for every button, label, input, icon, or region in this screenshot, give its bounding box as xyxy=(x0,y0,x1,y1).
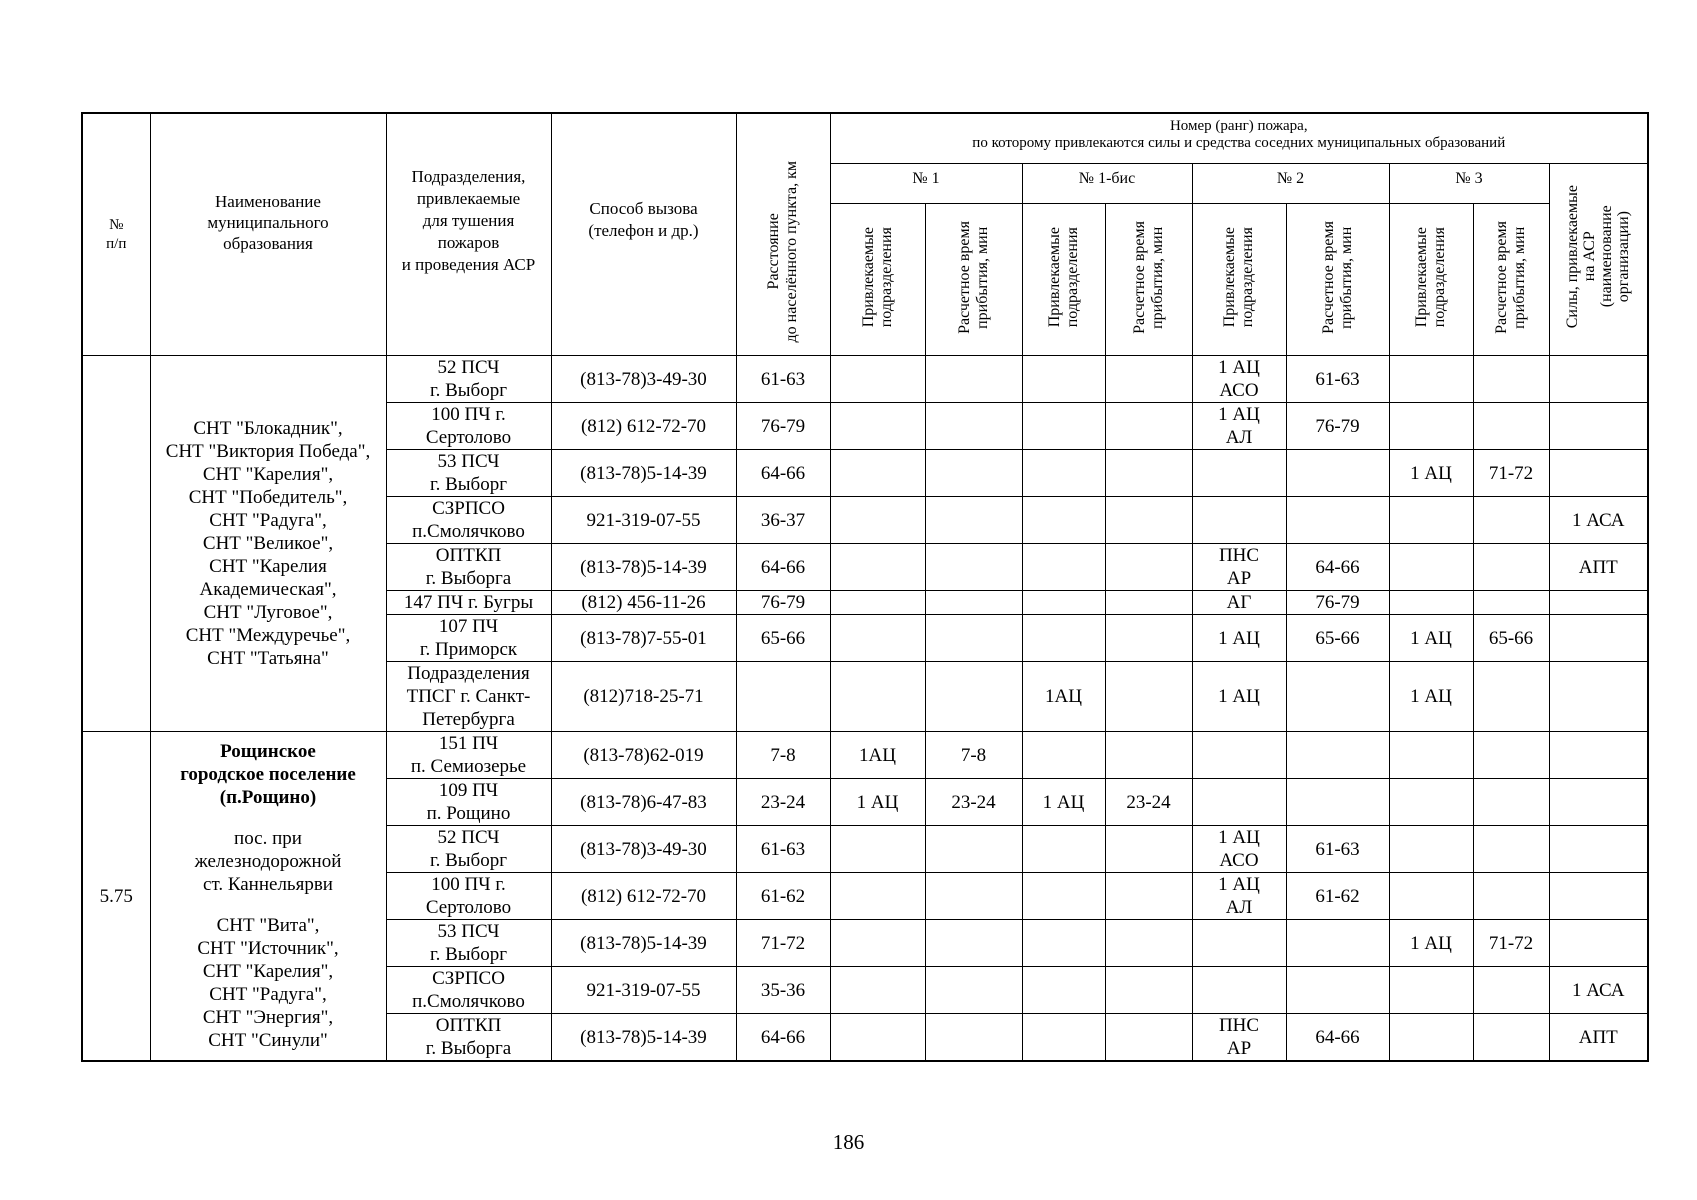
distance-cell: 71-72 xyxy=(736,920,830,967)
rank-cell-rbu xyxy=(1022,1014,1105,1062)
rank-cell-r3t xyxy=(1473,873,1549,920)
rank-cell-rbt xyxy=(1105,450,1192,497)
rank-cell-rbu xyxy=(1022,356,1105,403)
distance-cell: 65-66 xyxy=(736,615,830,662)
distance-cell: 76-79 xyxy=(736,403,830,450)
unit-cell: 109 ПЧ п. Рощино xyxy=(386,779,551,826)
rank-cell-r1u xyxy=(830,591,925,615)
rank-cell-f: АПТ xyxy=(1549,1014,1648,1062)
snt-names: СНТ "Вита", СНТ "Источник", СНТ "Карелия", СНТ "Радуга", СНТ "Энергия", СНТ "Синули" xyxy=(197,915,339,1051)
rank-cell-r1u: 1 АЦ xyxy=(830,779,925,826)
rank-cell-r1u xyxy=(830,356,925,403)
rank-cell-r2t: 76-79 xyxy=(1286,591,1389,615)
unit-cell: Подразделения ТПСГ г. Санкт- Петербурга xyxy=(386,662,551,732)
rank-cell-r2t: 61-63 xyxy=(1286,356,1389,403)
rank-cell-r3u xyxy=(1389,544,1473,591)
rank-cell-r1t: 23-24 xyxy=(925,779,1022,826)
header-r1-time: Расчетное время прибытия, мин xyxy=(925,204,1022,356)
rank-cell-r1t xyxy=(925,873,1022,920)
rank-cell-r1u xyxy=(830,403,925,450)
rank-cell-rbt xyxy=(1105,615,1192,662)
header-forces: Силы, привлекаемые на АСР (наименование организации) xyxy=(1549,164,1648,356)
header-rank-1bis: № 1-бис xyxy=(1022,164,1192,204)
rank-cell-r2u: ПНС АР xyxy=(1192,544,1286,591)
call-cell: 921-319-07-55 xyxy=(551,967,736,1014)
rank-cell-rbu xyxy=(1022,497,1105,544)
rank-cell-rbu xyxy=(1022,403,1105,450)
rank-cell-f: АПТ xyxy=(1549,544,1648,591)
municipality-names: СНТ "Блокадник", СНТ "Виктория Победа", СНТ "Карелия", СНТ "Победитель", СНТ "Радуга", СНТ "Великое", СНТ "Карелия Академическая", СНТ "Луговое", СНТ "Междуречье", СНТ "Татьяна" xyxy=(165,418,371,669)
rank-cell-r2t: 76-79 xyxy=(1286,403,1389,450)
header-call-method: Способ вызова (телефон и др.) xyxy=(551,113,736,356)
distance-cell: 61-63 xyxy=(736,356,830,403)
rank-cell-r3u xyxy=(1389,967,1473,1014)
rank-cell-r3u xyxy=(1389,732,1473,779)
rank-cell-rbt xyxy=(1105,662,1192,732)
rank-cell-r1u: 1АЦ xyxy=(830,732,925,779)
rank-cell-rbt xyxy=(1105,544,1192,591)
rank-cell-r3u: 1 АЦ xyxy=(1389,662,1473,732)
rank-cell-r2u xyxy=(1192,779,1286,826)
rank-cell-r3u xyxy=(1389,779,1473,826)
call-cell: (813-78)6-47-83 xyxy=(551,779,736,826)
distance-cell: 7-8 xyxy=(736,732,830,779)
rank-cell-r2u: 1 АЦ xyxy=(1192,615,1286,662)
rank-cell-r2u: АГ xyxy=(1192,591,1286,615)
rank-cell-r1u xyxy=(830,450,925,497)
unit-cell: 107 ПЧ г. Приморск xyxy=(386,615,551,662)
rank-cell-r2u xyxy=(1192,920,1286,967)
rank-cell-r3t xyxy=(1473,826,1549,873)
header-r1-units: Привлекаемые подразделения xyxy=(830,204,925,356)
unit-cell: 53 ПСЧ г. Выборг xyxy=(386,450,551,497)
rank-cell-r1t xyxy=(925,450,1022,497)
rank-cell-r3u xyxy=(1389,1014,1473,1062)
header-r1bis-time: Расчетное время прибытия, мин xyxy=(1105,204,1192,356)
unit-cell: ОПТКП г. Выборга xyxy=(386,544,551,591)
rank-cell-r2t: 64-66 xyxy=(1286,544,1389,591)
rank-cell-f xyxy=(1549,826,1648,873)
rank-cell-rbu xyxy=(1022,920,1105,967)
rank-cell-r2t: 65-66 xyxy=(1286,615,1389,662)
municipality-title: Рощинское городское поселение (п.Рощино) xyxy=(180,741,356,808)
rank-cell-f xyxy=(1549,591,1648,615)
rank-cell-r3u xyxy=(1389,356,1473,403)
unit-cell: 147 ПЧ г. Бугры xyxy=(386,591,551,615)
rank-cell-r2t xyxy=(1286,732,1389,779)
rank-cell-r3t: 71-72 xyxy=(1473,920,1549,967)
rank-cell-r2t: 64-66 xyxy=(1286,1014,1389,1062)
unit-cell: 100 ПЧ г. Сертолово xyxy=(386,403,551,450)
rank-cell-rbu xyxy=(1022,873,1105,920)
rank-cell-r2u: 1 АЦ АСО xyxy=(1192,356,1286,403)
rank-cell-rbt xyxy=(1105,873,1192,920)
rank-cell-r2u: 1 АЦ АЛ xyxy=(1192,403,1286,450)
rank-cell-r3u: 1 АЦ xyxy=(1389,450,1473,497)
rank-cell-r1u xyxy=(830,873,925,920)
distance-cell xyxy=(736,662,830,732)
rank-cell-r3t xyxy=(1473,662,1549,732)
unit-cell: СЗРПСО п.Смолячково xyxy=(386,967,551,1014)
distance-cell: 64-66 xyxy=(736,450,830,497)
call-cell: (813-78)5-14-39 xyxy=(551,920,736,967)
call-cell: (813-78)5-14-39 xyxy=(551,450,736,497)
header-rank-1: № 1 xyxy=(830,164,1022,204)
rank-cell-r3t xyxy=(1473,403,1549,450)
header-rank-2: № 2 xyxy=(1192,164,1389,204)
rank-cell-r2t xyxy=(1286,662,1389,732)
rank-cell-r1t xyxy=(925,967,1022,1014)
rank-cell-rbt xyxy=(1105,497,1192,544)
table-row xyxy=(82,732,1648,779)
header-municipality: Наименование муниципального образования xyxy=(150,113,386,356)
rank-cell-r3u xyxy=(1389,497,1473,544)
rank-cell-f: 1 АСА xyxy=(1549,497,1648,544)
unit-cell: СЗРПСО п.Смолячково xyxy=(386,497,551,544)
header-num: № п/п xyxy=(82,113,150,356)
rank-cell-f xyxy=(1549,732,1648,779)
distance-cell: 35-36 xyxy=(736,967,830,1014)
header-units: Подразделения, привлекаемые для тушения пожаров и проведения АСР xyxy=(386,113,551,356)
page-number: 186 xyxy=(832,1130,865,1154)
call-cell: (813-78)5-14-39 xyxy=(551,1014,736,1062)
rank-cell-rbt xyxy=(1105,967,1192,1014)
rank-cell-f xyxy=(1549,450,1648,497)
rank-cell-r1t xyxy=(925,662,1022,732)
rank-cell-f: 1 АСА xyxy=(1549,967,1648,1014)
rank-cell-r1u xyxy=(830,1014,925,1062)
municipality-cell xyxy=(150,732,386,1062)
rank-cell-r2t: 61-62 xyxy=(1286,873,1389,920)
rank-cell-r3t xyxy=(1473,779,1549,826)
rank-cell-r3t xyxy=(1473,1014,1549,1062)
table-body xyxy=(82,356,1648,1062)
distance-cell: 61-62 xyxy=(736,873,830,920)
distance-cell: 64-66 xyxy=(736,544,830,591)
call-cell: (813-78)62-019 xyxy=(551,732,736,779)
rank-cell-r1u xyxy=(830,497,925,544)
rank-cell-rbt xyxy=(1105,920,1192,967)
rank-cell-rbu xyxy=(1022,967,1105,1014)
rank-cell-r2t xyxy=(1286,497,1389,544)
rank-cell-f xyxy=(1549,403,1648,450)
unit-cell: 53 ПСЧ г. Выборг xyxy=(386,920,551,967)
rank-cell-r1t xyxy=(925,356,1022,403)
rank-cell-r3u xyxy=(1389,403,1473,450)
rank-cell-rbt xyxy=(1105,732,1192,779)
rank-cell-rbt xyxy=(1105,826,1192,873)
rank-cell-rbu xyxy=(1022,732,1105,779)
rank-cell-r3u xyxy=(1389,826,1473,873)
rank-cell-f xyxy=(1549,356,1648,403)
rank-cell-f xyxy=(1549,873,1648,920)
rank-cell-rbu: 1 АЦ xyxy=(1022,779,1105,826)
distance-cell: 64-66 xyxy=(736,1014,830,1062)
fire-forces-table xyxy=(81,112,1649,1062)
rank-cell-rbt xyxy=(1105,591,1192,615)
rank-cell-r1u xyxy=(830,967,925,1014)
rank-cell-r2t: 61-63 xyxy=(1286,826,1389,873)
rank-cell-r2u: 1 АЦ xyxy=(1192,662,1286,732)
rank-cell-r1t xyxy=(925,403,1022,450)
row-number xyxy=(82,356,150,732)
rank-cell-r2u xyxy=(1192,967,1286,1014)
rank-cell-r2u xyxy=(1192,732,1286,779)
rank-cell-rbt xyxy=(1105,403,1192,450)
header-r2-units: Привлекаемые подразделения xyxy=(1192,204,1286,356)
distance-cell: 23-24 xyxy=(736,779,830,826)
rank-cell-rbt: 23-24 xyxy=(1105,779,1192,826)
distance-cell: 76-79 xyxy=(736,591,830,615)
rank-cell-r1u xyxy=(830,826,925,873)
table-header xyxy=(82,113,1648,356)
header-r1bis-units: Привлекаемые подразделения xyxy=(1022,204,1105,356)
header-rank-title: Номер (ранг) пожара, по которому привлекаются силы и средства соседних муниципальных образований xyxy=(830,113,1648,164)
rank-cell-r2u xyxy=(1192,450,1286,497)
rank-cell-r1t xyxy=(925,544,1022,591)
rank-cell-r2t xyxy=(1286,967,1389,1014)
rank-cell-r3t xyxy=(1473,356,1549,403)
rank-cell-rbu xyxy=(1022,450,1105,497)
call-cell: (812) 612-72-70 xyxy=(551,873,736,920)
rank-cell-f xyxy=(1549,615,1648,662)
call-cell: (813-78)5-14-39 xyxy=(551,544,736,591)
header-distance: Расстояние до населённого пункта, км xyxy=(736,113,830,356)
header-r3-time: Расчетное время прибытия, мин xyxy=(1473,204,1549,356)
rank-cell-r1t xyxy=(925,497,1022,544)
rank-cell-rbt xyxy=(1105,1014,1192,1062)
rank-cell-rbu xyxy=(1022,591,1105,615)
rank-cell-r3t: 71-72 xyxy=(1473,450,1549,497)
header-r3-units: Привлекаемые подразделения xyxy=(1389,204,1473,356)
rank-cell-r3u xyxy=(1389,591,1473,615)
call-cell: (813-78)3-49-30 xyxy=(551,826,736,873)
rank-cell-r1u xyxy=(830,544,925,591)
rank-cell-r1u xyxy=(830,662,925,732)
call-cell: (812) 456-11-26 xyxy=(551,591,736,615)
settlement-names: пос. при железнодорожной ст. Каннельярви xyxy=(194,828,342,895)
unit-cell: 52 ПСЧ г. Выборг xyxy=(386,826,551,873)
unit-cell: ОПТКП г. Выборга xyxy=(386,1014,551,1062)
rank-cell-r2u: 1 АЦ АЛ xyxy=(1192,873,1286,920)
rank-cell-r2t xyxy=(1286,779,1389,826)
distance-cell: 36-37 xyxy=(736,497,830,544)
rank-cell-f xyxy=(1549,662,1648,732)
rank-cell-rbu xyxy=(1022,826,1105,873)
rank-cell-f xyxy=(1549,779,1648,826)
rank-cell-r3u xyxy=(1389,873,1473,920)
row-number: 5.75 xyxy=(82,732,150,1062)
header-r2-time: Расчетное время прибытия, мин xyxy=(1286,204,1389,356)
rank-cell-r3t xyxy=(1473,967,1549,1014)
rank-cell-r1t xyxy=(925,615,1022,662)
rank-cell-r3t xyxy=(1473,497,1549,544)
unit-cell: 100 ПЧ г. Сертолово xyxy=(386,873,551,920)
distance-cell: 61-63 xyxy=(736,826,830,873)
rank-cell-rbu xyxy=(1022,615,1105,662)
rank-cell-r3t: 65-66 xyxy=(1473,615,1549,662)
rank-cell-rbu xyxy=(1022,544,1105,591)
call-cell: (813-78)7-55-01 xyxy=(551,615,736,662)
call-cell: 921-319-07-55 xyxy=(551,497,736,544)
rank-cell-r3u: 1 АЦ xyxy=(1389,615,1473,662)
call-cell: (812)718-25-71 xyxy=(551,662,736,732)
rank-cell-r2t xyxy=(1286,450,1389,497)
rank-cell-r2u xyxy=(1192,497,1286,544)
rank-cell-f xyxy=(1549,920,1648,967)
unit-cell: 52 ПСЧ г. Выборг xyxy=(386,356,551,403)
call-cell: (813-78)3-49-30 xyxy=(551,356,736,403)
rank-cell-r1t xyxy=(925,920,1022,967)
rank-cell-r1t: 7-8 xyxy=(925,732,1022,779)
rank-cell-r3t xyxy=(1473,544,1549,591)
table-row xyxy=(82,356,1648,403)
rank-cell-r3t xyxy=(1473,732,1549,779)
rank-cell-r1t xyxy=(925,591,1022,615)
municipality-cell xyxy=(150,356,386,732)
rank-cell-r1t xyxy=(925,826,1022,873)
rank-cell-r3u: 1 АЦ xyxy=(1389,920,1473,967)
unit-cell: 151 ПЧ п. Семиозерье xyxy=(386,732,551,779)
call-cell: (812) 612-72-70 xyxy=(551,403,736,450)
rank-cell-r2u: ПНС АР xyxy=(1192,1014,1286,1062)
rank-cell-r1u xyxy=(830,920,925,967)
rank-cell-r3t xyxy=(1473,591,1549,615)
rank-cell-r1t xyxy=(925,1014,1022,1062)
rank-cell-rbt xyxy=(1105,356,1192,403)
rank-cell-r1u xyxy=(830,615,925,662)
rank-cell-rbu: 1АЦ xyxy=(1022,662,1105,732)
rank-cell-r2t xyxy=(1286,920,1389,967)
rank-cell-r2u: 1 АЦ АСО xyxy=(1192,826,1286,873)
header-rank-3: № 3 xyxy=(1389,164,1549,204)
